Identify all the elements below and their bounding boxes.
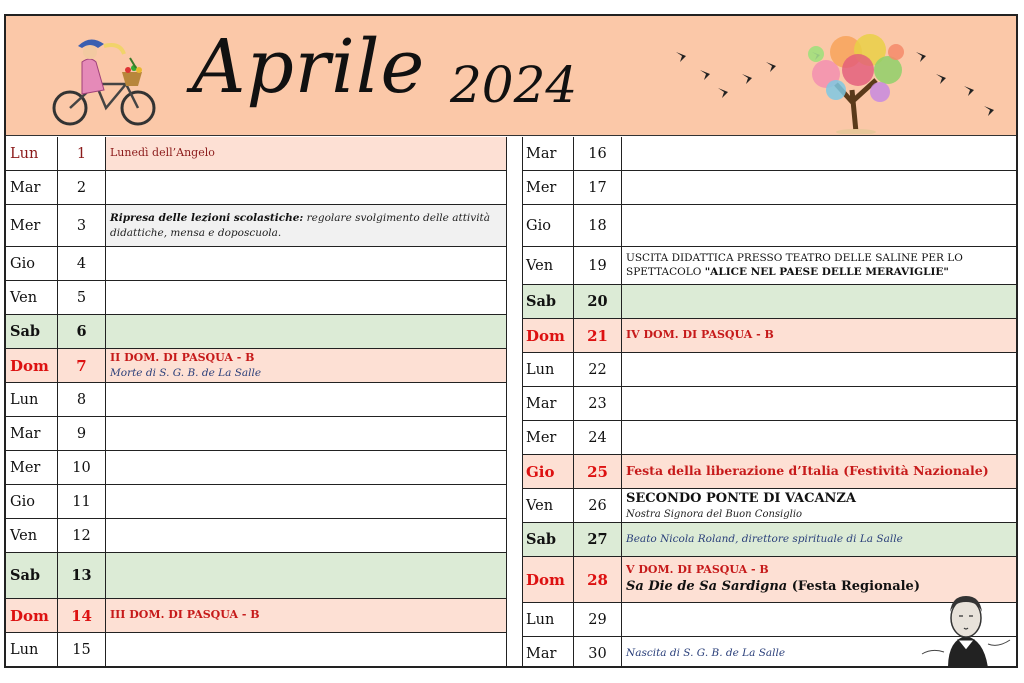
event-cell xyxy=(622,247,1016,284)
day-number: 2 xyxy=(58,171,106,204)
event-cell xyxy=(622,455,1016,488)
calendar-row xyxy=(6,281,506,315)
day-name: Gio xyxy=(522,205,574,246)
event-line: Morte di S. G. B. de La Salle xyxy=(110,366,262,379)
day-number: 13 xyxy=(58,553,106,598)
day-name: Lun xyxy=(6,137,58,170)
event-cell xyxy=(622,353,1016,386)
calendar-row xyxy=(522,489,1016,523)
calendar-row xyxy=(6,633,506,667)
day-number: 18 xyxy=(574,205,622,246)
day-name: Lun xyxy=(6,383,58,416)
event-cell xyxy=(622,137,1016,170)
day-name: Ven xyxy=(522,247,574,284)
day-number: 12 xyxy=(58,519,106,552)
event-cell xyxy=(106,519,506,552)
day-number: 30 xyxy=(574,637,622,668)
calendar-row xyxy=(522,421,1016,455)
event-line: Nostra Signora del Buon Consiglio xyxy=(626,508,803,520)
day-number: 3 xyxy=(58,205,106,246)
event-line: Beato Nicola Roland, direttore spirituale di La Salle xyxy=(626,533,903,546)
event-line: II DOM. DI PASQUA - B xyxy=(110,351,255,364)
day-name: Ven xyxy=(6,519,58,552)
event-line: Festa della liberazione d’Italia (Festività Nazionale) xyxy=(626,463,989,479)
calendar-row xyxy=(522,353,1016,387)
calendar-row xyxy=(6,315,506,349)
day-name: Mar xyxy=(522,137,574,170)
day-number: 6 xyxy=(58,315,106,348)
calendar-row xyxy=(522,247,1016,285)
day-number: 26 xyxy=(574,489,622,522)
event-line xyxy=(626,252,1012,279)
day-number: 25 xyxy=(574,455,622,488)
calendar-row xyxy=(522,387,1016,421)
day-number: 29 xyxy=(574,603,622,636)
calendar-row xyxy=(6,349,506,383)
day-number: 15 xyxy=(58,633,106,666)
day-name: Mar xyxy=(522,637,574,668)
calendar-row xyxy=(6,205,506,247)
event-cell xyxy=(622,205,1016,246)
day-name: Lun xyxy=(522,353,574,386)
calendar-row xyxy=(522,523,1016,557)
calendar-row xyxy=(6,519,506,553)
event-cell xyxy=(106,315,506,348)
event-line xyxy=(110,211,502,239)
calendar-row xyxy=(6,247,506,281)
event-cell xyxy=(106,171,506,204)
event-emphasis: "ALICE NEL PAESE DELLE MERAVIGLIE" xyxy=(704,265,949,278)
day-name: Mar xyxy=(6,417,58,450)
event-cell xyxy=(622,421,1016,454)
event-line: IV DOM. DI PASQUA - B xyxy=(626,328,774,342)
day-number: 8 xyxy=(58,383,106,416)
day-name: Mar xyxy=(522,387,574,420)
calendar-row xyxy=(522,171,1016,205)
day-number: 22 xyxy=(574,353,622,386)
event-cell xyxy=(622,171,1016,204)
event-line: Nascita di S. G. B. de La Salle xyxy=(626,647,786,660)
calendar-row xyxy=(6,485,506,519)
event-cell xyxy=(106,417,506,450)
day-name: Gio xyxy=(6,485,58,518)
event-cell xyxy=(106,247,506,280)
day-number: 1 xyxy=(58,137,106,170)
day-number: 23 xyxy=(574,387,622,420)
day-name: Sab xyxy=(6,315,58,348)
day-name: Ven xyxy=(522,489,574,522)
saint-portrait-icon xyxy=(918,584,1014,668)
month-title: Aprile xyxy=(192,24,426,110)
day-number: 27 xyxy=(574,523,622,556)
event-cell xyxy=(106,383,506,416)
event-cell xyxy=(106,451,506,484)
day-number: 9 xyxy=(58,417,106,450)
event-text: USCITA DIDATTICA PRESSO TEATRO DELLE SALINE PER LO SPETTACOLO xyxy=(626,251,963,278)
day-number: 4 xyxy=(58,247,106,280)
day-name: Lun xyxy=(522,603,574,636)
day-name: Mer xyxy=(522,171,574,204)
calendar-row xyxy=(522,455,1016,489)
left-column xyxy=(6,137,506,667)
day-number: 19 xyxy=(574,247,622,284)
event-line: V DOM. DI PASQUA - B xyxy=(626,563,769,577)
event-emphasis: Ripresa delle lezioni scolastiche: xyxy=(110,212,304,225)
day-name: Mar xyxy=(6,171,58,204)
calendar-row xyxy=(6,417,506,451)
day-number: 16 xyxy=(574,137,622,170)
event-cell xyxy=(106,137,506,170)
day-number: 5 xyxy=(58,281,106,314)
event-cell xyxy=(106,205,506,246)
event-line: Lunedì dell’Angelo xyxy=(110,146,215,160)
event-cell xyxy=(622,387,1016,420)
calendar-row xyxy=(522,137,1016,171)
day-name: Sab xyxy=(522,285,574,318)
day-number: 20 xyxy=(574,285,622,318)
day-number: 11 xyxy=(58,485,106,518)
cyclist-illustration-icon xyxy=(46,32,166,132)
calendar-row xyxy=(6,137,506,171)
calendar-row xyxy=(6,171,506,205)
event-cell xyxy=(622,319,1016,352)
event-text: (Festa Regionale) xyxy=(787,579,920,595)
column-divider xyxy=(522,137,523,668)
flowering-tree-icon xyxy=(796,24,916,134)
event-cell xyxy=(106,281,506,314)
year-title: 2024 xyxy=(450,56,578,114)
day-number: 7 xyxy=(58,349,106,382)
event-cell xyxy=(622,285,1016,318)
event-cell xyxy=(106,633,506,666)
day-name: Mer xyxy=(522,421,574,454)
event-emphasis: Sa Die de Sa Sardigna xyxy=(626,579,788,595)
day-name: Dom xyxy=(6,599,58,632)
day-name: Sab xyxy=(6,553,58,598)
event-cell xyxy=(106,349,506,382)
calendar-row xyxy=(6,383,506,417)
day-number: 21 xyxy=(574,319,622,352)
day-name: Lun xyxy=(6,633,58,666)
event-cell xyxy=(622,523,1016,556)
calendar-page xyxy=(4,14,1018,668)
event-line: III DOM. DI PASQUA - B xyxy=(110,608,260,622)
calendar-header xyxy=(6,16,1016,136)
day-name: Sab xyxy=(522,523,574,556)
day-number: 10 xyxy=(58,451,106,484)
event-cell xyxy=(106,485,506,518)
calendar-row xyxy=(522,285,1016,319)
day-name: Mer xyxy=(6,205,58,246)
column-divider xyxy=(506,137,507,668)
day-name: Dom xyxy=(6,349,58,382)
day-number: 17 xyxy=(574,171,622,204)
event-cell xyxy=(622,489,1016,522)
day-name: Dom xyxy=(522,557,574,602)
day-name: Ven xyxy=(6,281,58,314)
calendar-row xyxy=(522,319,1016,353)
day-name: Gio xyxy=(522,455,574,488)
event-line: SECONDO PONTE DI VACANZA xyxy=(626,490,857,506)
calendar-row xyxy=(6,599,506,633)
day-number: 24 xyxy=(574,421,622,454)
calendar-row xyxy=(6,553,506,599)
day-number: 28 xyxy=(574,557,622,602)
event-cell xyxy=(106,553,506,598)
day-name: Dom xyxy=(522,319,574,352)
day-number: 14 xyxy=(58,599,106,632)
calendar-row xyxy=(522,205,1016,247)
day-name: Gio xyxy=(6,247,58,280)
event-cell xyxy=(106,599,506,632)
calendar-row xyxy=(6,451,506,485)
event-text: regolare svolgimento delle attività didattiche, mensa e doposcuola. xyxy=(110,212,491,239)
day-name: Mer xyxy=(6,451,58,484)
